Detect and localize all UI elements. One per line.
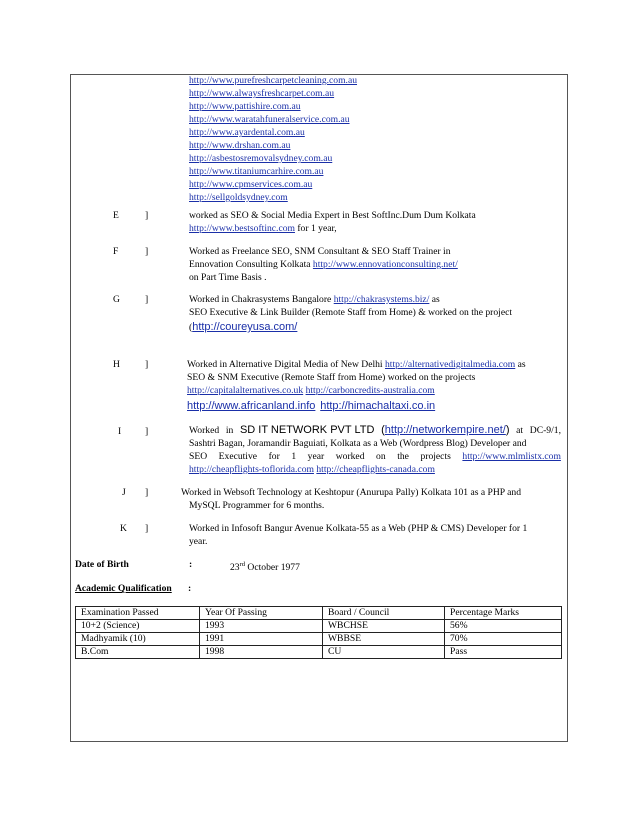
- entry-line-post: as: [515, 359, 526, 370]
- entry-word: DC-9/1,: [529, 425, 561, 436]
- table-cell: Pass: [445, 646, 562, 659]
- entry-bracket: ]: [145, 426, 149, 437]
- table-cell: 1993: [200, 620, 323, 633]
- dob-suffix: rd: [239, 561, 246, 568]
- project-link[interactable]: http://www.purefreshcarpetcleaning.com.au: [189, 75, 358, 86]
- table-row: [76, 633, 562, 646]
- list-item: [189, 113, 357, 126]
- entry-word: on: [376, 451, 386, 462]
- entry-word: SEO: [189, 451, 208, 462]
- entry-line: Worked in Infosoft Bangur Avenue Kolkata-55 as a Web (PHP & CMS) Developer for 1: [189, 523, 528, 534]
- entry-k-text: [189, 522, 527, 548]
- entry-word: for: [268, 451, 280, 462]
- table-cell: 1991: [200, 633, 323, 646]
- entry-word: 1: [291, 451, 297, 462]
- entry-line: SEO & SNM Executive (Remote Staff from Home) worked on the projects: [187, 372, 476, 383]
- entry-letter: J: [122, 487, 126, 498]
- entry-link[interactable]: http://himachaltaxi.co.in: [320, 400, 436, 412]
- academic-colon: :: [188, 583, 192, 594]
- entry-bracket: ]: [145, 359, 149, 370]
- entry-line: [187, 384, 526, 397]
- entry-line: [189, 258, 458, 271]
- entry-word: Worked: [189, 425, 220, 436]
- table-cell: 56%: [445, 620, 562, 633]
- list-item: [189, 74, 357, 87]
- entry-link[interactable]: http://www.ennovationconsulting.net/: [312, 259, 458, 270]
- entry-line-post: as: [429, 294, 440, 305]
- project-link[interactable]: http://www.drshan.com.au: [189, 140, 291, 151]
- entry-link[interactable]: http://alternativedigitalmedia.com: [384, 359, 516, 370]
- column-header: Percentage Marks: [445, 607, 562, 620]
- project-link[interactable]: http://www.ayardental.com.au: [189, 127, 305, 138]
- entry-link[interactable]: http://cheapflights-canada.com: [316, 464, 435, 475]
- entry-line: SEO Executive & Link Builder (Remote Staff from Home) & worked on the project: [189, 307, 513, 318]
- entry-bracket: ]: [145, 487, 149, 498]
- table-cell: CU: [323, 646, 445, 659]
- entry-word: at: [516, 425, 524, 436]
- entry-word: the: [397, 451, 409, 462]
- entry-letter: K: [120, 523, 127, 534]
- entry-e-text: [189, 209, 476, 235]
- table-cell: Madhyamik (10): [76, 633, 200, 646]
- entry-link[interactable]: http://www.mlmlistx.com: [462, 451, 561, 462]
- dob-label: Date of Birth: [75, 559, 129, 570]
- entry-bracket: ]: [145, 246, 149, 257]
- entry-paren: ): [505, 424, 510, 436]
- entry-line: on Part Time Basis .: [189, 272, 267, 283]
- academic-label: Academic Qualification: [75, 583, 172, 594]
- entry-line: year.: [189, 536, 208, 547]
- entry-line: worked as SEO & Social Media Expert in Best SoftInc.Dum Dum Kolkata: [189, 210, 476, 221]
- entry-line: [187, 358, 526, 371]
- entry-link[interactable]: http://www.bestsoftinc.com: [189, 223, 295, 234]
- table-cell: 70%: [445, 633, 562, 646]
- project-link[interactable]: http://www.waratahfuneralservice.com.au: [189, 114, 350, 125]
- list-item: [189, 191, 357, 204]
- entry-line: [189, 222, 476, 235]
- table-cell: WBBSE: [323, 633, 445, 646]
- entry-line-pre: Worked in Alternative Digital Media of New Delhi: [187, 359, 385, 370]
- entry-link[interactable]: http://capitalalternatives.co.uk: [187, 385, 304, 396]
- entry-link[interactable]: http://www.africanland.info: [187, 400, 316, 412]
- table-row: [76, 620, 562, 633]
- project-link[interactable]: http://www.titaniumcarhire.com.au: [189, 166, 324, 177]
- entry-link[interactable]: http://carboncredits-australia.com: [305, 385, 435, 396]
- table-cell: 1998: [200, 646, 323, 659]
- company-name: SD IT NETWORK PVT LTD: [239, 424, 375, 436]
- dob-colon: :: [189, 559, 193, 570]
- entry-line: Worked in Websoft Technology at Keshtopur (Anurupa Pally) Kolkata 101 as a PHP and: [181, 487, 521, 498]
- list-item: [189, 126, 357, 139]
- entry-line-rest: for 1 year,: [294, 223, 337, 234]
- entry-h-text: [187, 358, 526, 413]
- list-item: [189, 139, 357, 152]
- entry-line: [189, 321, 512, 334]
- entry-word: projects: [420, 451, 451, 462]
- project-link[interactable]: http://www.cpmservices.com.au: [189, 179, 313, 190]
- entry-link[interactable]: http://networkempire.net/: [384, 424, 506, 436]
- entry-f-text: [189, 245, 458, 284]
- entry-g-text: [189, 293, 512, 334]
- table-row: [76, 646, 562, 659]
- entry-link[interactable]: http://cheapflights-toflorida.com: [189, 464, 314, 475]
- entry-bracket: ]: [145, 210, 149, 221]
- column-header: Board / Council: [323, 607, 445, 620]
- entry-line: [189, 450, 561, 463]
- entry-bracket: ]: [145, 294, 149, 305]
- entry-word: in: [225, 425, 234, 436]
- entry-word: worked: [335, 451, 365, 462]
- dob-month-year: October 1977: [245, 562, 300, 574]
- table-cell: WBCHSE: [323, 620, 445, 633]
- entry-line: Worked as Freelance SEO, SNM Consultant & SEO Staff Trainer in: [189, 246, 451, 257]
- list-item: [189, 100, 357, 113]
- entry-line-pre: Ennovation Consulting Kolkata: [189, 259, 313, 270]
- entry-paren: (: [189, 322, 193, 333]
- list-item: [189, 178, 357, 191]
- column-header: Year Of Passing: [200, 607, 323, 620]
- table-cell: 10+2 (Science): [76, 620, 200, 633]
- entry-link[interactable]: http://chakrasystems.biz/: [333, 294, 430, 305]
- table-header-row: [76, 607, 562, 620]
- entry-line: [189, 293, 512, 306]
- entry-letter: I: [118, 426, 122, 437]
- list-item: [189, 87, 357, 100]
- dob-day: 23: [230, 562, 240, 574]
- project-link[interactable]: http://www.alwaysfreshcarpet.com.au: [189, 88, 335, 99]
- entry-paren: (: [381, 424, 385, 436]
- entry-i-text: [189, 424, 561, 476]
- entry-line: [187, 400, 526, 413]
- academic-table: [75, 606, 562, 659]
- entry-link-group: [381, 424, 509, 437]
- project-link[interactable]: http://asbestosremovalsydney.com.au: [189, 153, 333, 164]
- entry-link[interactable]: http://coureyusa.com/: [192, 321, 298, 333]
- entry-word: year: [307, 451, 325, 462]
- project-link-list: [189, 74, 357, 204]
- entry-bracket: ]: [145, 523, 149, 534]
- project-link[interactable]: http://www.pattishire.com.au: [189, 101, 301, 112]
- list-item: [189, 165, 357, 178]
- entry-line: [189, 424, 561, 437]
- entry-letter: G: [113, 294, 120, 305]
- list-item: [189, 152, 357, 165]
- dob-value: [230, 558, 300, 574]
- entry-line-pre: Worked in Chakrasystems Bangalore: [189, 294, 334, 305]
- entry-word: Executive: [218, 451, 258, 462]
- entry-line: [189, 463, 561, 476]
- table-cell: B.Com: [76, 646, 200, 659]
- entry-letter: E: [113, 210, 119, 221]
- project-link[interactable]: http://sellgoldsydney.com: [189, 192, 288, 203]
- entry-j-text: [181, 486, 521, 512]
- entry-letter: H: [113, 359, 120, 370]
- column-header: Examination Passed: [76, 607, 200, 620]
- entry-line: Sashtri Bagan, Joramandir Baguiati, Kolkata as a Web (Wordpress Blog) Developer and: [189, 438, 527, 449]
- entry-line: MySQL Programmer for 6 months.: [189, 500, 325, 511]
- entry-letter: F: [113, 246, 119, 257]
